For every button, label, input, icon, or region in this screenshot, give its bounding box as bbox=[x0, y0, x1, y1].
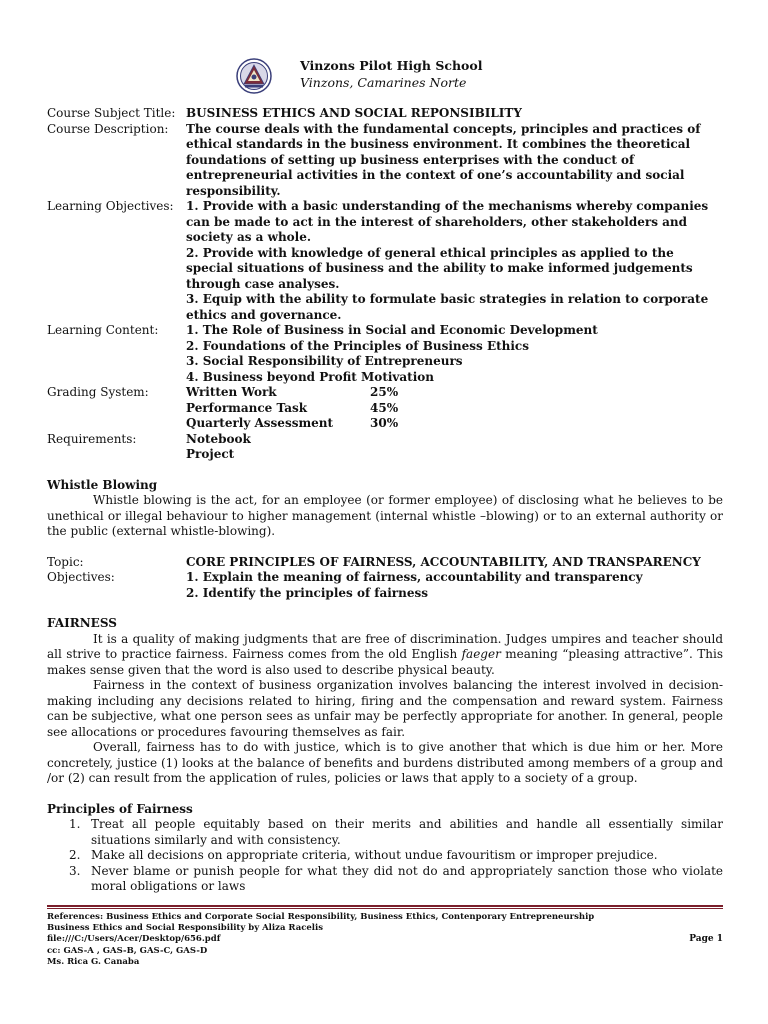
learning-content-label: Learning Content: bbox=[47, 323, 159, 337]
school-name: Vinzons Pilot High School bbox=[300, 58, 483, 73]
document-footer bbox=[47, 912, 723, 968]
footer-author: Ms. Rica G. Canaba bbox=[47, 956, 140, 967]
course-title-label: Course Subject Title: bbox=[47, 106, 176, 120]
footer-file-path: file:///C:/Users/Acer/Desktop/656.pdf bbox=[47, 934, 221, 945]
grading-item bbox=[186, 416, 723, 432]
fairness-text: meaning “pleasing attractive”. This makes sense given that the word is also used to describe physical beauty. bbox=[47, 647, 723, 677]
footer-reference-book: Business Ethics and Social Responsibility by Aliza Racelis bbox=[47, 923, 324, 934]
grading-item-percent: 45% bbox=[370, 400, 399, 415]
grading-system-label: Grading System: bbox=[47, 385, 149, 399]
principles-list bbox=[47, 817, 723, 895]
fairness-text: It is a quality of making judgments that are free of discrimination. Judges umpires and teacher should all strive to practice fairness. Fairness comes from the old English bbox=[47, 631, 723, 661]
learning-content-item: 4. Business beyond Profit Motivation bbox=[186, 369, 434, 384]
topic-label: Topic: bbox=[47, 554, 84, 569]
topic-objective-item: 2. Identify the principles of fairness bbox=[186, 585, 428, 600]
learning-content-row bbox=[47, 323, 723, 385]
footer-references: References: Business Ethics and Corporate Social Responsibility, Business Ethics, Contenporary Entrepreneurship bbox=[47, 912, 595, 922]
grading-item-name: Written Work bbox=[186, 385, 277, 399]
topic-value: CORE PRINCIPLES OF FAIRNESS, ACCOUNTABILITY, AND TRANSPARENCY bbox=[186, 554, 701, 569]
learning-objectives-label: Learning Objectives: bbox=[47, 199, 174, 213]
learning-objective-item: 2. Provide with knowledge of general ethical principles as applied to the special situations of business and the ability to make informed judgements through case analyses. bbox=[186, 245, 693, 291]
grading-item bbox=[186, 385, 723, 401]
list-item-number: 1. bbox=[69, 817, 81, 831]
course-description-value: The course deals with the fundamental concepts, principles and practices of ethical standards in the business environment. It combines the theoretical foundations of setting up business enterprises with the conduct of entrepreneurial activities in the context of one’s accountability and social responsibility. bbox=[186, 121, 701, 198]
grading-item-percent: 30% bbox=[370, 416, 399, 430]
learning-objective-item: 1. Provide with a basic understanding of the mechanisms whereby companies can be made to act in the interest of shareholders, other stakeholders and society as a whole. bbox=[186, 199, 709, 244]
list-item-text: Make all decisions on appropriate criteria, without undue favouritism or improper prejudice. bbox=[91, 848, 658, 862]
requirement-item: Notebook bbox=[186, 431, 251, 446]
grading-item-name: Quarterly Assessment bbox=[186, 416, 334, 430]
learning-objectives-row bbox=[47, 199, 723, 323]
topic-objectives-row bbox=[47, 570, 723, 601]
list-item-number: 2. bbox=[69, 848, 81, 862]
list-item bbox=[47, 848, 723, 864]
fairness-paragraph bbox=[47, 632, 723, 679]
whistle-blowing-heading: Whistle Blowing bbox=[47, 477, 158, 492]
requirements-row bbox=[47, 432, 723, 463]
list-item-text: Treat all people equitably based on their merits and abilities and handle all essentially similar situations similarly and with consistency. bbox=[91, 817, 723, 847]
document-body bbox=[47, 106, 723, 895]
footer-divider bbox=[47, 905, 723, 907]
list-item-number: 3. bbox=[69, 863, 81, 878]
list-item bbox=[47, 864, 723, 895]
topic-objective-item: 1. Explain the meaning of fairness, accountability and transparency bbox=[186, 570, 643, 584]
footer-cc: cc: GAS-A , GAS-B, GAS-C, GAS-D bbox=[47, 945, 208, 956]
grading-item-percent: 25% bbox=[370, 385, 399, 399]
school-seal-icon bbox=[236, 58, 272, 94]
list-item bbox=[47, 817, 723, 848]
course-title-value: BUSINESS ETHICS AND SOCIAL REPONSIBILITY bbox=[186, 106, 522, 120]
course-description-row bbox=[47, 122, 723, 200]
list-item-text: Never blame or punish people for what they did not do and appropriately sanction those who violate moral obligations or laws bbox=[91, 863, 723, 893]
learning-content-item: 3. Social Responsibility of Entrepreneurs bbox=[186, 354, 463, 368]
learning-objective-item: 3. Equip with the ability to formulate basic strategies in relation to corporate ethics and governance. bbox=[186, 292, 709, 322]
grading-item-name: Performance Task bbox=[186, 400, 308, 415]
requirement-item: Project bbox=[186, 447, 235, 461]
document-header bbox=[0, 56, 768, 102]
footer-divider bbox=[47, 908, 723, 909]
school-location: Vinzons, Camarines Norte bbox=[300, 75, 467, 90]
learning-content-item: 1. The Role of Business in Social and Economic Development bbox=[186, 323, 598, 337]
fairness-paragraph: Overall, fairness has to do with justice, which is to give another that which is due him or her. More concretely, justice (1) looks at the balance of benefits and burdens distributed among members of a group and /or (2) can result from the application of rules, policies or laws that apply to a society of a group. bbox=[47, 740, 723, 785]
fairness-emphasis: faeger bbox=[461, 647, 501, 661]
course-description-label: Course Description: bbox=[47, 121, 169, 136]
course-title-row bbox=[47, 106, 723, 122]
grading-system-row bbox=[47, 385, 723, 432]
learning-content-item: 2. Foundations of the Principles of Business Ethics bbox=[186, 338, 529, 353]
requirements-label: Requirements: bbox=[47, 431, 137, 446]
grading-item bbox=[186, 401, 723, 417]
topic-objectives-label: Objectives: bbox=[47, 570, 115, 584]
fairness-heading: FAIRNESS bbox=[47, 616, 117, 630]
whistle-blowing-text: Whistle blowing is the act, for an employee (or former employee) of disclosing what he believes to be unethical or illegal behaviour to higher management (internal whistle –blowing) or to an external authority or the public (external whistle-blowing). bbox=[47, 493, 723, 538]
principles-heading: Principles of Fairness bbox=[47, 801, 193, 816]
topic-row bbox=[47, 555, 723, 571]
page-number: Page 1 bbox=[689, 934, 723, 944]
fairness-paragraph: Fairness in the context of business organization involves balancing the interest involved in decision-making including any decisions related to hiring, firing and the compensation and reward system. Fairness can be subjective, what one person sees as unfair may be perfectly appropriate for another. In general, people see allocations or procedures favouring themselves as fair. bbox=[47, 678, 723, 739]
